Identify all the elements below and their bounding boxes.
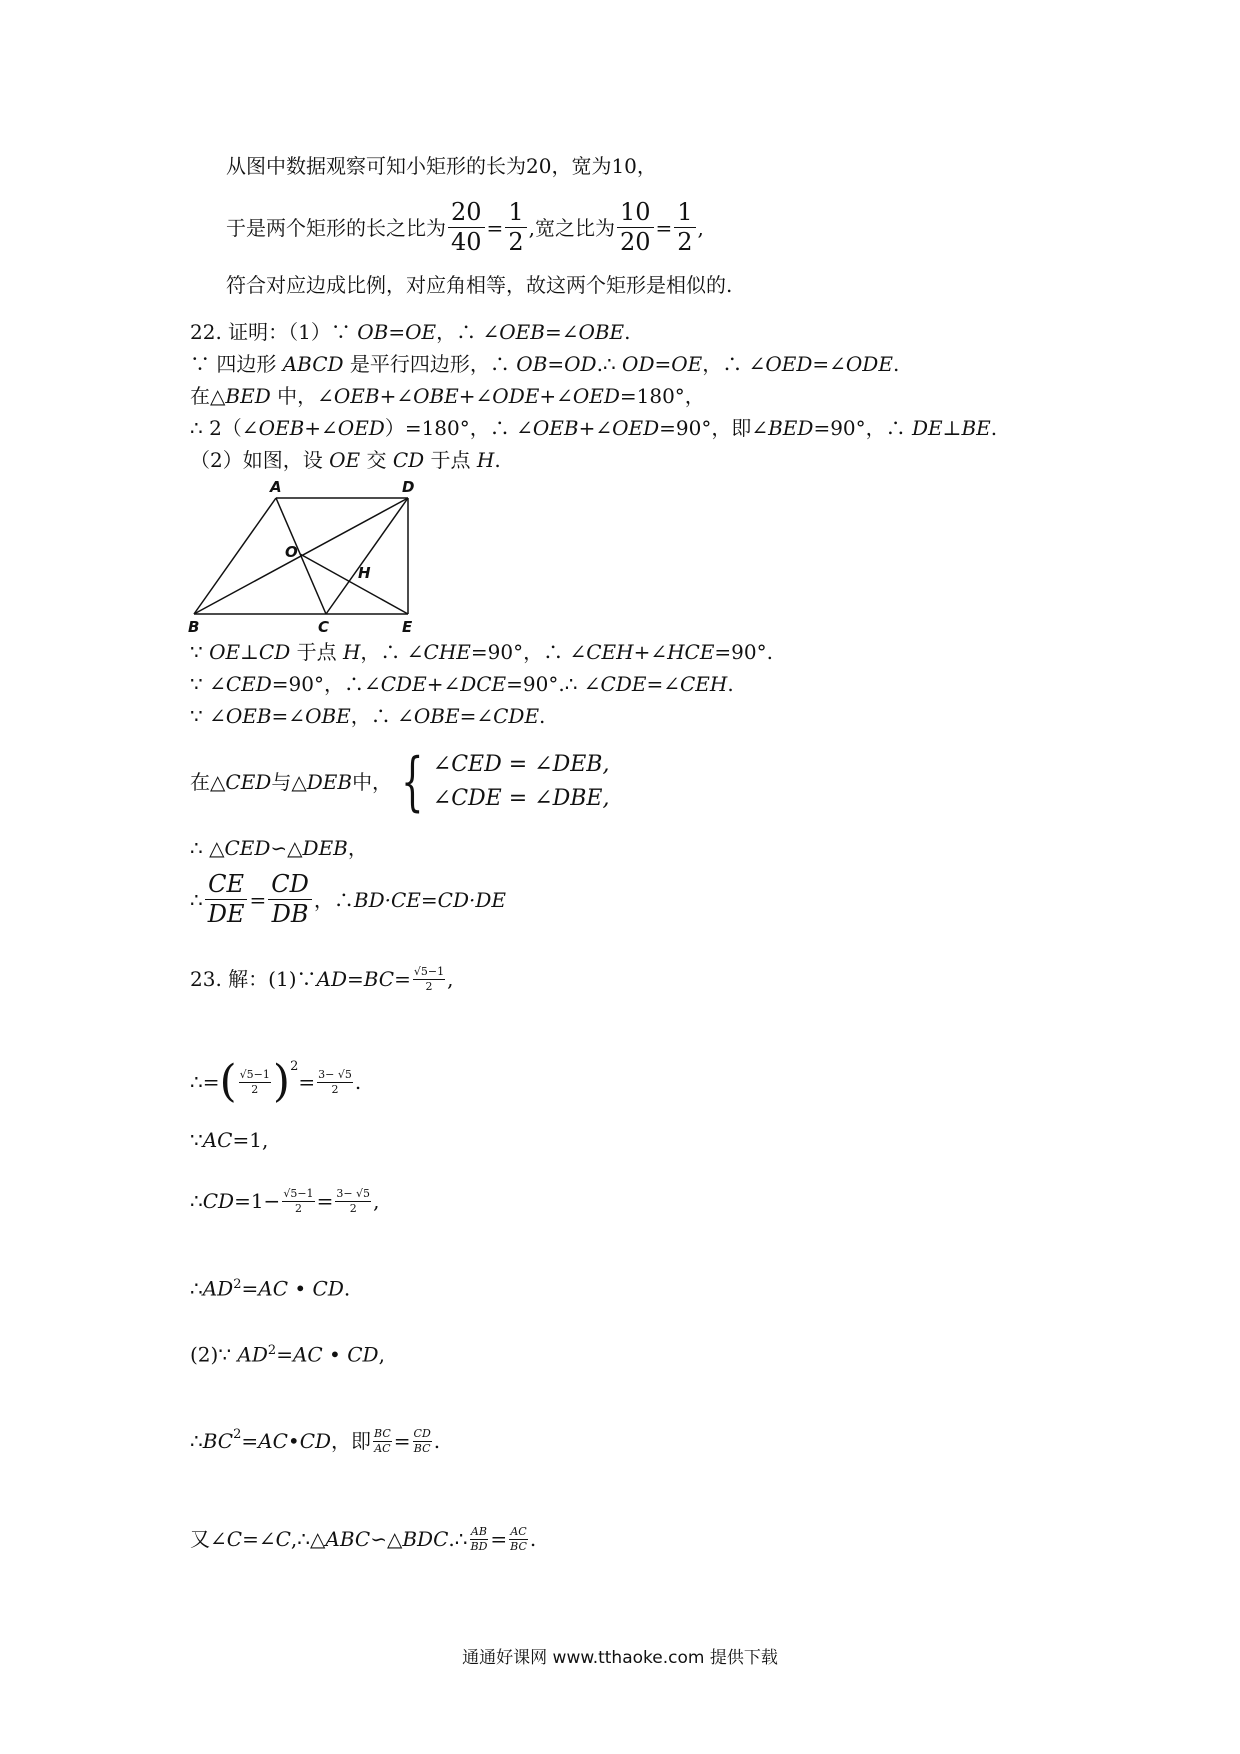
fraction-3-sqrt5-over-2: $\frac{3- √5}{2}$: [318, 1067, 352, 1096]
p22-line2: ∵ 四边形 ABCD 是平行四边形，∴ OB=OD.∴ OD=OE，∴ ∠OED=∠ODE.: [190, 352, 900, 376]
p23-line4: ∴ CD =1− $\frac{√5-1}{2}$ = $\frac{3- √5}{2}$ ,: [190, 1187, 380, 1215]
brace-icon: {: [401, 745, 424, 819]
p23-line5: $\therefore AD^2=AC$ • CD.: [190, 1276, 351, 1301]
fraction-3-sqrt5-over-2-b: $\frac{3- √5}{2}$: [336, 1187, 371, 1215]
label-B: B: [188, 618, 200, 636]
p23-line2: ∴= ( $\frac{√5-1}{2}$ ) 2 = $\frac{3- √5}{2}$ .: [190, 1056, 362, 1107]
fraction-CD-BC: $\frac{CD}{BC}$: [413, 1427, 431, 1455]
label-E: E: [402, 618, 413, 636]
fraction-sqrt5-1-over-2-c: $\frac{√5-1}{2}$: [283, 1187, 314, 1215]
p22-line7: ∵ ∠CED=90°，∴∠CDE+∠DCE=90°.∴ ∠CDE=∠CEH.: [190, 672, 734, 696]
p22-line8: ∵ ∠OEB=∠OBE，∴ ∠OBE=∠CDE.: [190, 704, 546, 728]
segment-OE: [300, 554, 408, 614]
p21-text: 于是两个矩形的长之比为: [226, 215, 446, 240]
p23-line3: ∵AC=1,: [190, 1128, 269, 1152]
system-row-2: ∠CDE = ∠DBE,: [432, 786, 610, 811]
fraction-sqrt5-1-over-2-b: $\frac{√5-1}{2}$: [239, 1067, 270, 1096]
p22-line1: 22. 证明：（1）∵ OB=OE，∴ ∠OEB=∠OBE.: [190, 320, 631, 344]
system-row-1: ∠CED = ∠DEB,: [432, 752, 610, 777]
label-O: O: [285, 543, 298, 561]
segment-AB: [194, 498, 276, 614]
p22-line3: 在△BED 中，∠OEB+∠OBE+∠ODE+∠OED=180°，: [190, 384, 705, 408]
p23-line7: ∴ BC 2 = AC • CD ，即 $\frac{BC}{AC}$ = $\frac{CD}{BC}$ .: [190, 1427, 441, 1455]
p22-line9: 在△ CED 与△ DEB 中， { ∠CED = ∠DEB, ∠CDE = ∠DBE,: [190, 745, 610, 819]
fraction-1-2: $\frac{1}{2}$: [505, 200, 526, 255]
fraction-20-40: $\frac{20}{40}$: [448, 200, 485, 255]
fraction-AC-BC: $\frac{AC}{BC}$: [510, 1525, 527, 1553]
p22-line6: ∵ OE⊥CD 于点 H，∴ ∠CHE=90°，∴ ∠CEH+∠HCE=90°.: [190, 640, 773, 664]
fraction-BC-AC: $\frac{BC}{AC}$: [374, 1427, 391, 1455]
p23-line6: (2)∵ $AD^2=AC$ • CD,: [190, 1342, 385, 1367]
p21-line2: 于是两个矩形的长之比为 $\frac{20}{40}$ = $\frac{1}{2}$ ,宽之比为 $\frac{10}{20}$ = $\frac{1}{2}$ ,: [226, 198, 704, 257]
label-A: A: [270, 478, 282, 496]
fraction-AB-BD: $\frac{AB}{BD}$: [470, 1525, 488, 1553]
fraction-10-20: $\frac{10}{20}$: [617, 200, 654, 255]
p22-line11: ∴ $\frac{CE}{DE}$ = $\frac{CD}{DB}$ ，∴ BD·CE = CD·DE: [190, 870, 506, 929]
footer-credit: 通通好课网 www.tthaoke.com 提供下载: [462, 1648, 778, 1668]
p22-line4: ∴ 2（∠OEB+∠OED）=180°，∴ ∠OEB+∠OED=90°，即∠BED=90°，∴ DE⊥BE.: [190, 416, 998, 440]
fraction-sqrt5-1-over-2: $\frac{√5-1}{2}$: [413, 965, 445, 993]
label-H: H: [358, 564, 371, 582]
segment-DC: [326, 498, 408, 614]
p22-line10: ∴ △CED∽△DEB，: [190, 836, 368, 860]
fraction-CD-DB: $\frac{CD}{DB}$: [268, 872, 312, 927]
p21-line1: 从图中数据观察可知小矩形的长为20，宽为10，: [226, 154, 657, 178]
parallelogram-figure: [188, 478, 428, 638]
p21-line3: 符合对应边成比例，对应角相等，故这两个矩形是相似的.: [226, 273, 733, 297]
p23-line1: 23. 解：(1)∵ AD=BC = $\frac{√5-1}{2}$ ,: [190, 965, 454, 993]
label-D: D: [402, 478, 415, 496]
p22-line5: （2）如图，设 OE 交 CD 于点 H.: [190, 448, 501, 472]
label-C: C: [318, 618, 330, 636]
fraction-CE-DE: $\frac{CE}{DE}$: [205, 872, 248, 927]
p23-line8: 又∠ C =∠ C ,∴△ ABC ∽△ BDC .∴ $\frac{AB}{BD}$ = $\frac{AC}{BC}$ .: [190, 1525, 537, 1553]
fraction-1-2-b: $\frac{1}{2}$: [674, 200, 695, 255]
